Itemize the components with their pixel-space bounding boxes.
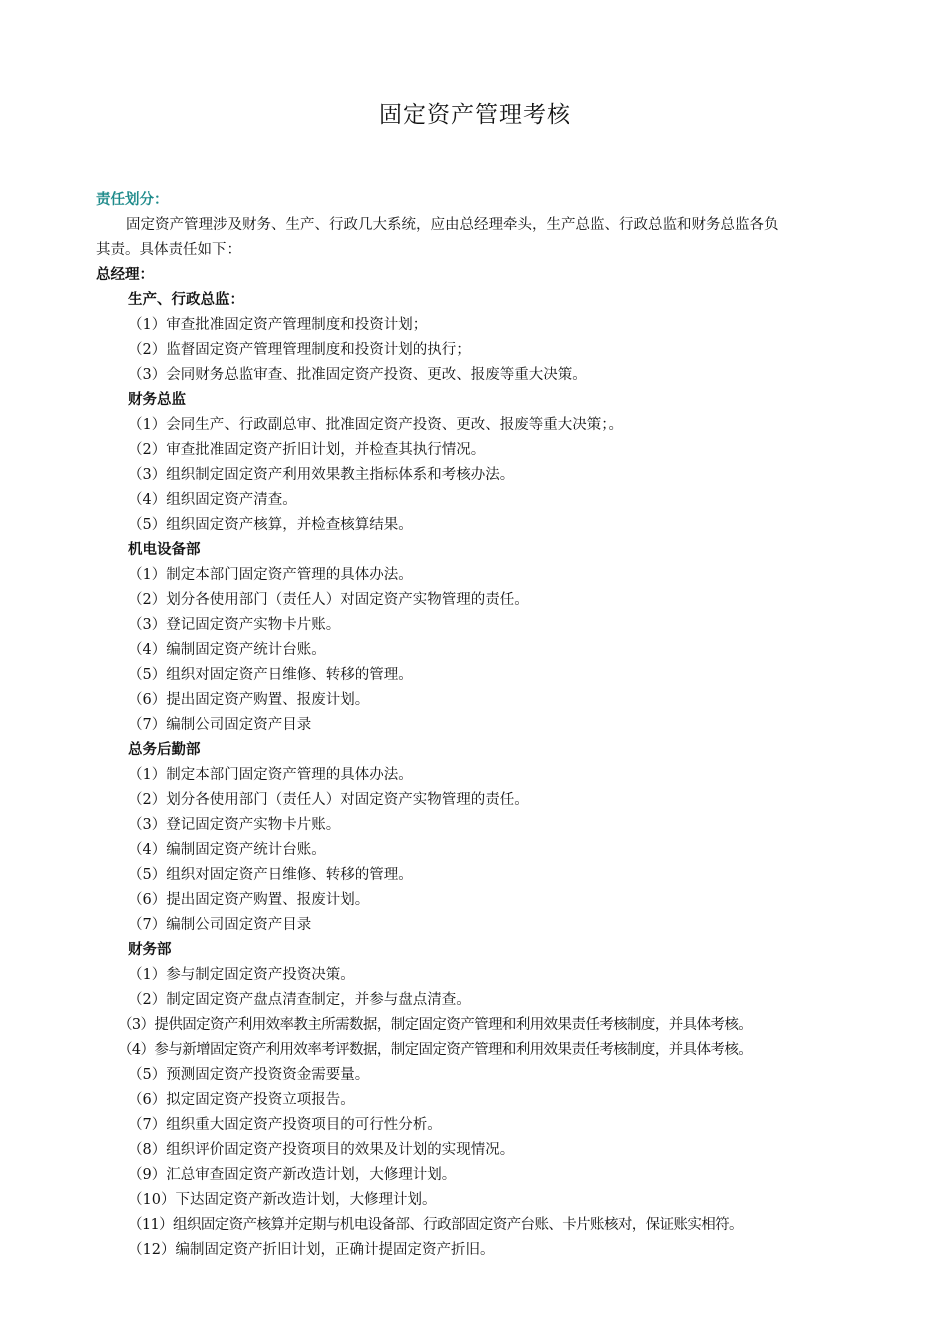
intro-paragraph-line-2: 其责。具体责任如下： — [96, 242, 241, 258]
list-item: （5）组织固定资产核算，并检查核算结果。 — [128, 517, 413, 533]
list-item: （4）参与新增固定资产利用效率考评数据，制定固定资产管理和利用效果责任考核制度，并具体考核。 — [118, 1042, 753, 1058]
list-item: （3）登记固定资产实物卡片账。 — [128, 617, 341, 633]
list-item: （7）组织重大固定资产投资项目的可行性分析。 — [128, 1117, 442, 1133]
list-item: （2）审查批准固定资产折旧计划，并检查其执行情况。 — [128, 442, 486, 458]
finance-dept-heading: 财务部 — [128, 942, 172, 958]
list-item: （2）划分各使用部门（责任人）对固定资产实物管理的责任。 — [128, 792, 529, 808]
list-item: （6）提出固定资产购置、报废计划。 — [128, 892, 370, 908]
equipment-dept-heading: 机电设备部 — [128, 542, 201, 558]
list-item: （5）组织对固定资产日维修、转移的管理。 — [128, 667, 413, 683]
list-item: （6）拟定固定资产投资立项报告。 — [128, 1092, 355, 1108]
list-item: （2）划分各使用部门（责任人）对固定资产实物管理的责任。 — [128, 592, 529, 608]
list-item: （10）下达固定资产新改造计划，大修理计划。 — [128, 1192, 437, 1208]
list-item: （3）提供固定资产利用效率教主所需数据，制定固定资产管理和利用效果责任考核制度，并具体考核。 — [118, 1017, 753, 1033]
list-item: （6）提出固定资产购置、报废计划。 — [128, 692, 370, 708]
list-item: （3）组织制定固定资产利用效果教主指标体系和考核办法。 — [128, 467, 515, 483]
list-item: （8）组织评价固定资产投资项目的效果及计划的实现情况。 — [128, 1142, 515, 1158]
list-item: （7）编制公司固定资产目录 — [128, 717, 312, 733]
list-item: （4）编制固定资产统计台账。 — [128, 642, 326, 658]
section-label: 责任划分： — [96, 192, 169, 208]
list-item: （4）组织固定资产清查。 — [128, 492, 297, 508]
logistics-dept-heading: 总务后勤部 — [128, 742, 201, 758]
list-item: （2）制定固定资产盘点清查制定，并参与盘点清查。 — [128, 992, 471, 1008]
list-item: （1）参与制定固定资产投资决策。 — [128, 967, 355, 983]
list-item: （7）编制公司固定资产目录 — [128, 917, 312, 933]
list-item: （11）组织固定资产核算并定期与机电设备部、行政部固定资产台账、卡片账核对，保证账实相符。 — [128, 1217, 743, 1233]
list-item: （12）编制固定资产折旧计划，正确计提固定资产折旧。 — [128, 1242, 495, 1258]
list-item: （1）制定本部门固定资产管理的具体办法。 — [128, 567, 413, 583]
list-item: （1）制定本部门固定资产管理的具体办法。 — [128, 767, 413, 783]
page-title: 固定资产管理考核 — [379, 102, 571, 128]
list-item: （9）汇总审查固定资产新改造计划，大修理计划。 — [128, 1167, 457, 1183]
list-item: （1）审查批准固定资产管理制度和投资计划； — [128, 317, 428, 333]
intro-paragraph-line-1: 固定资产管理涉及财务、生产、行政几大系统，应由总经理牵头，生产总监、行政总监和财务总监各负 — [126, 217, 779, 233]
list-item: （1）会同生产、行政副总审、批准固定资产投资、更改、报废等重大决策；。 — [128, 417, 623, 433]
list-item: （4）编制固定资产统计台账。 — [128, 842, 326, 858]
list-item: （2）监督固定资产管理管理制度和投资计划的执行； — [128, 342, 471, 358]
cfo-heading: 财务总监 — [128, 392, 186, 408]
list-item: （3）登记固定资产实物卡片账。 — [128, 817, 341, 833]
list-item: （3）会同财务总监审查、批准固定资产投资、更改、报废等重大决策。 — [128, 367, 587, 383]
prod-admin-heading: 生产、行政总监： — [128, 292, 244, 308]
list-item: （5）组织对固定资产日维修、转移的管理。 — [128, 867, 413, 883]
gm-heading: 总经理： — [96, 267, 154, 283]
list-item: （5）预测固定资产投资资金需要量。 — [128, 1067, 370, 1083]
